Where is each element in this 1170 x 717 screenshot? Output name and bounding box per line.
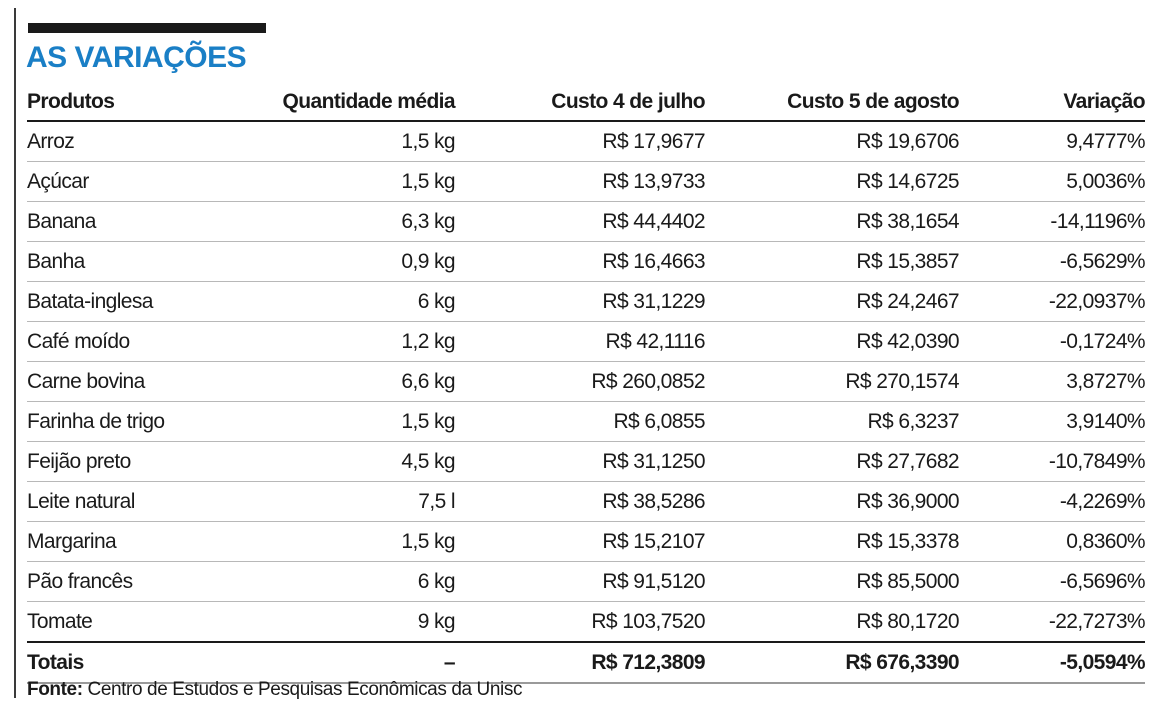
table-cell: R$ 270,1574	[705, 362, 959, 402]
source-label: Fonte:	[27, 679, 83, 700]
source-text: Centro de Estudos e Pesquisas Econômicas da Unisc	[82, 679, 523, 700]
table-cell: Banana	[27, 202, 227, 242]
table-cell: R$ 13,9733	[455, 162, 705, 202]
table-cell: Farinha de trigo	[27, 402, 227, 442]
totals-cell: -5,0594%	[959, 642, 1145, 683]
table-cell: Arroz	[27, 121, 227, 162]
column-header: Variação	[959, 84, 1145, 121]
table-cell: -14,1196%	[959, 202, 1145, 242]
table-cell: 3,9140%	[959, 402, 1145, 442]
totals-row	[27, 642, 1145, 683]
table-cell: R$ 31,1229	[455, 282, 705, 322]
table-cell: 7,5 l	[227, 482, 455, 522]
table-cell: -6,5629%	[959, 242, 1145, 282]
totals-cell: R$ 676,3390	[705, 642, 959, 683]
table-cell: 1,5 kg	[227, 121, 455, 162]
price-variation-table	[27, 84, 1145, 684]
header-row	[27, 84, 1145, 121]
table-row	[27, 402, 1145, 442]
table-row	[27, 121, 1145, 162]
table-cell: R$ 260,0852	[455, 362, 705, 402]
totals-cell: –	[227, 642, 455, 683]
column-header: Custo 4 de julho	[455, 84, 705, 121]
table-cell: R$ 6,3237	[705, 402, 959, 442]
table-cell: Café moído	[27, 322, 227, 362]
table-row	[27, 202, 1145, 242]
table-cell: 1,5 kg	[227, 162, 455, 202]
table-row	[27, 362, 1145, 402]
table-cell: Carne bovina	[27, 362, 227, 402]
table-cell: R$ 44,4402	[455, 202, 705, 242]
table-row	[27, 522, 1145, 562]
table-cell: Pão francês	[27, 562, 227, 602]
table-row	[27, 322, 1145, 362]
table-cell: R$ 27,7682	[705, 442, 959, 482]
table-cell: R$ 6,0855	[455, 402, 705, 442]
table-cell: -0,1724%	[959, 322, 1145, 362]
table-cell: R$ 15,3378	[705, 522, 959, 562]
table-row	[27, 242, 1145, 282]
table-cell: 4,5 kg	[227, 442, 455, 482]
table-row	[27, 602, 1145, 643]
table-cell: R$ 91,5120	[455, 562, 705, 602]
table-cell: Feijão preto	[27, 442, 227, 482]
table-cell: Leite natural	[27, 482, 227, 522]
title-accent-bar	[28, 23, 266, 33]
table-cell: R$ 16,4663	[455, 242, 705, 282]
table-cell: -22,7273%	[959, 602, 1145, 643]
column-header: Custo 5 de agosto	[705, 84, 959, 121]
table-body	[27, 121, 1145, 683]
table-cell: R$ 19,6706	[705, 121, 959, 162]
table-cell: Margarina	[27, 522, 227, 562]
table-cell: 6 kg	[227, 562, 455, 602]
table-row	[27, 282, 1145, 322]
left-rule	[14, 8, 16, 698]
table-cell: Banha	[27, 242, 227, 282]
table-cell: R$ 15,2107	[455, 522, 705, 562]
table-cell: Batata-inglesa	[27, 282, 227, 322]
table-cell: 6,6 kg	[227, 362, 455, 402]
table-cell: R$ 24,2467	[705, 282, 959, 322]
table-cell: R$ 38,1654	[705, 202, 959, 242]
table-row	[27, 442, 1145, 482]
table-cell: 1,5 kg	[227, 402, 455, 442]
table-cell: R$ 103,7520	[455, 602, 705, 643]
table-cell: R$ 38,5286	[455, 482, 705, 522]
table-cell: 1,2 kg	[227, 322, 455, 362]
table-cell: R$ 36,9000	[705, 482, 959, 522]
table-cell: -6,5696%	[959, 562, 1145, 602]
table-cell: Tomate	[27, 602, 227, 643]
table-cell: R$ 17,9677	[455, 121, 705, 162]
totals-cell: Totais	[27, 642, 227, 683]
table-cell: 6 kg	[227, 282, 455, 322]
table-cell: R$ 15,3857	[705, 242, 959, 282]
table-cell: 0,9 kg	[227, 242, 455, 282]
column-header: Produtos	[27, 84, 227, 121]
table-cell: 6,3 kg	[227, 202, 455, 242]
table-cell: -10,7849%	[959, 442, 1145, 482]
table-row	[27, 562, 1145, 602]
table-cell: 9,4777%	[959, 121, 1145, 162]
table-cell: 9 kg	[227, 602, 455, 643]
totals-cell: R$ 712,3809	[455, 642, 705, 683]
table-cell: -4,2269%	[959, 482, 1145, 522]
table-cell: -22,0937%	[959, 282, 1145, 322]
column-header: Quantidade média	[227, 84, 455, 121]
table-cell: Açúcar	[27, 162, 227, 202]
table-cell: R$ 85,5000	[705, 562, 959, 602]
table-row	[27, 482, 1145, 522]
table-cell: R$ 42,1116	[455, 322, 705, 362]
table-cell: 5,0036%	[959, 162, 1145, 202]
table-row	[27, 162, 1145, 202]
table-cell: 3,8727%	[959, 362, 1145, 402]
table-cell: R$ 42,0390	[705, 322, 959, 362]
table-cell: 1,5 kg	[227, 522, 455, 562]
source-note	[27, 679, 522, 701]
table-cell: R$ 80,1720	[705, 602, 959, 643]
table-cell: R$ 31,1250	[455, 442, 705, 482]
table-cell: R$ 14,6725	[705, 162, 959, 202]
table-cell: 0,8360%	[959, 522, 1145, 562]
table-title: AS VARIAÇÕES	[26, 41, 247, 74]
